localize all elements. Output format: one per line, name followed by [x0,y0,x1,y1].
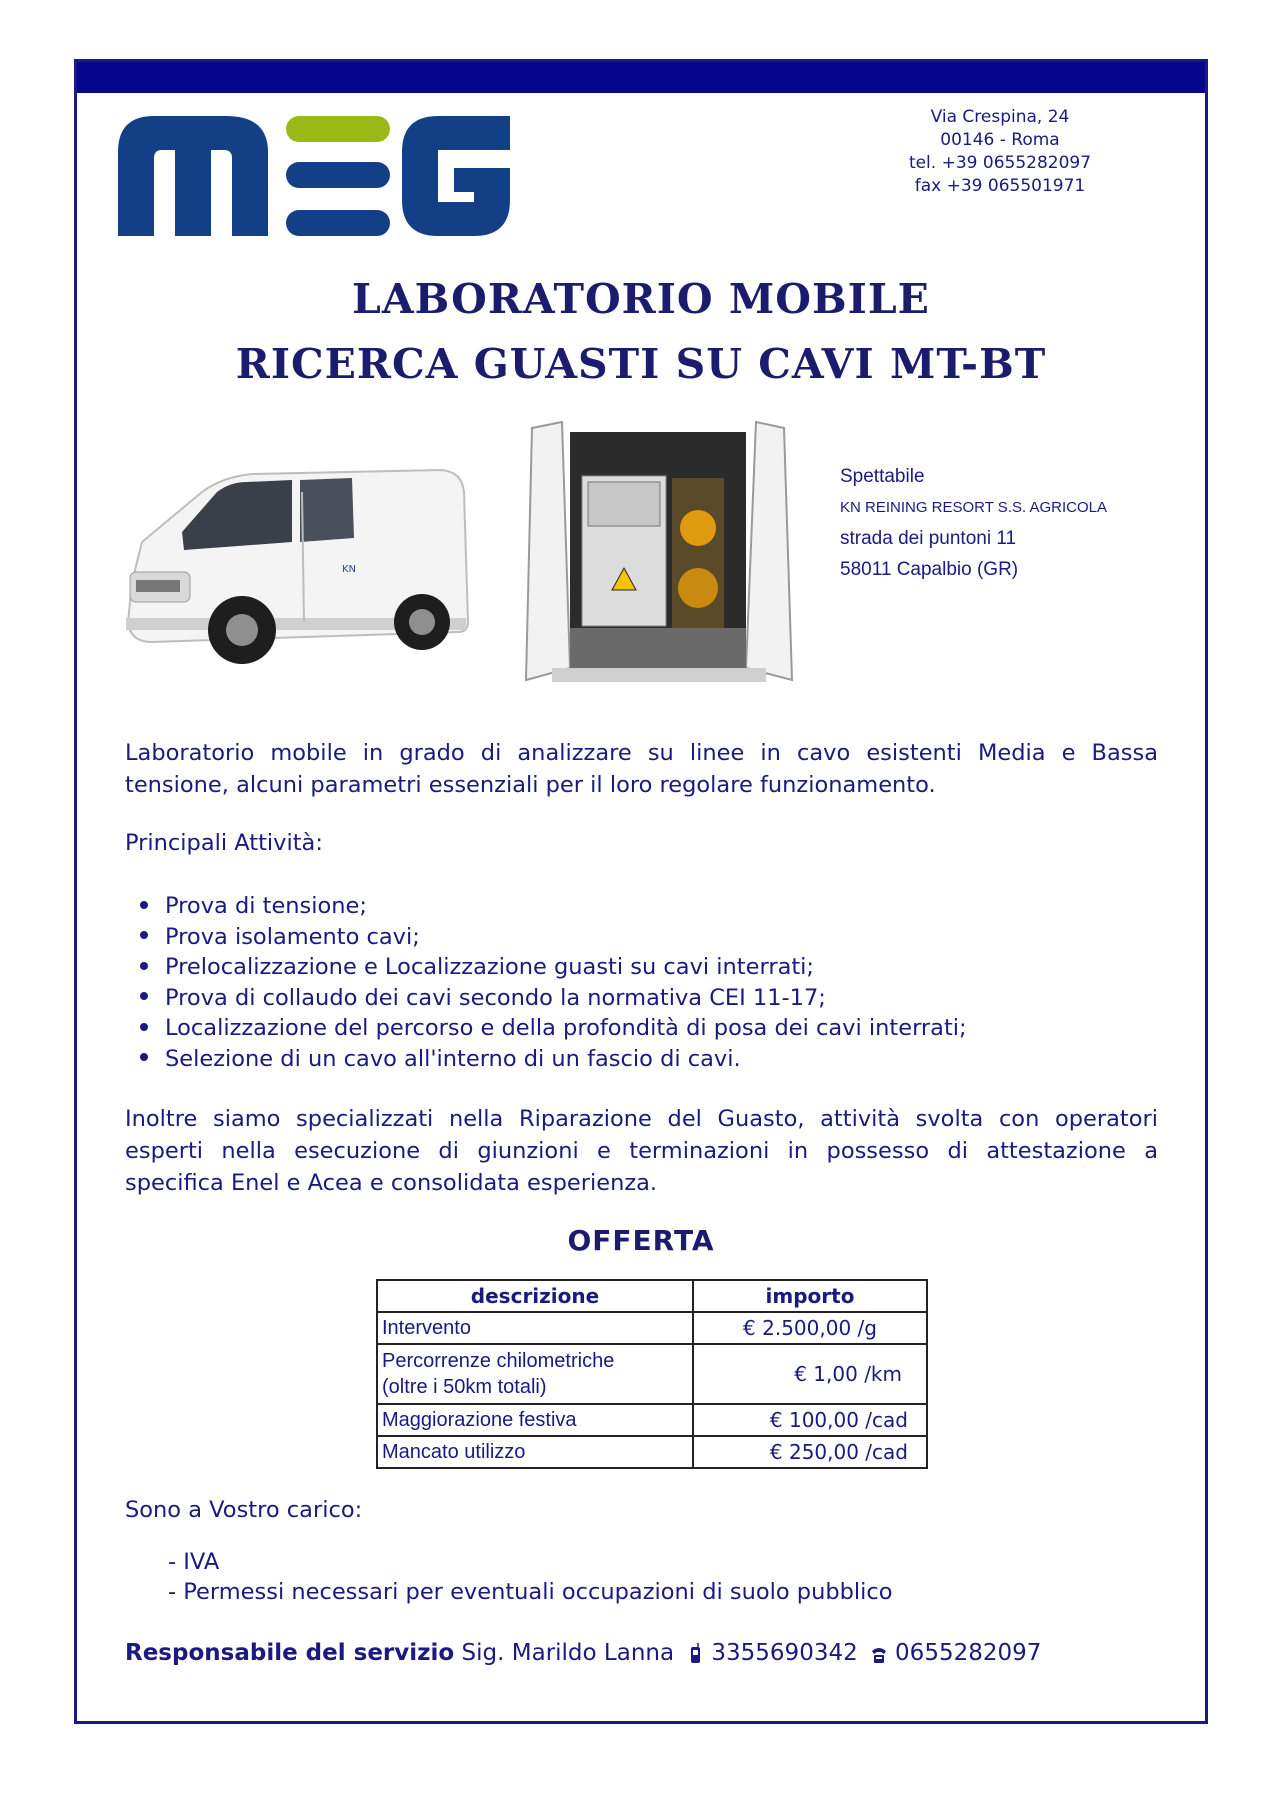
list-item: Prelocalizzazione e Localizzazione guasti su cavi interrati; [140,952,967,983]
van-exterior-photo [122,432,470,674]
intro-line-1: Laboratorio mobile in grado di analizzare su linee in cavo esistenti Media e Bassa [125,740,1158,766]
recipient-block [840,461,1107,585]
recipient-salutation: Spettabile [840,466,925,487]
column-header-description: descrizione [377,1280,693,1312]
responsible-phone: 0655282097 [895,1640,1042,1666]
list-item: - Permessi necessari per eventuali occupazioni di suolo pubblico [168,1579,893,1605]
bullet-icon [140,1053,148,1061]
responsible-mobile: 3355690342 [711,1640,858,1666]
list-item: Localizzazione del percorso e della profondità di posa dei cavi interrati; [140,1013,967,1044]
bullet-icon [140,901,148,909]
address-tel: tel. +39 0655282097 [908,153,1092,173]
charges-heading: Sono a Vostro carico: [125,1497,363,1523]
column-header-amount: importo [693,1280,927,1312]
row-amount: € 2.500,00 /g [693,1312,927,1344]
address-street: Via Crespina, 24 [930,107,1070,127]
activities-heading: Principali Attività: [125,830,323,856]
list-item: - IVA [168,1549,220,1575]
telephone-icon [871,1643,887,1665]
table-row [377,1344,927,1404]
address-fax: fax +39 065501971 [914,176,1086,196]
svg-text:KN: KN [342,564,357,575]
repair-line-1: Inoltre siamo specializzati nella Riparazione del Guasto, attività svolta con operatori [125,1106,1158,1132]
company-address [880,106,1120,198]
list-item: Prova isolamento cavi; [140,922,967,953]
address-city: 00146 - Roma [940,130,1060,150]
title-line-2: RICERCA GUASTI SU CAVI MT-BT [235,340,1047,388]
list-item: Selezione di un cavo all'interno di un fascio di cavi. [140,1044,967,1075]
repair-line-2: esperti nella esecuzione di giunzioni e terminazioni in possesso di attestazione a [125,1138,1158,1164]
meg-logo [118,112,510,236]
row-description: Mancato utilizzo [377,1436,693,1468]
repair-line-3: specifica Enel e Acea e consolidata esperienza. [125,1170,658,1196]
intro-paragraph [125,737,1158,801]
van-interior-photo [512,418,804,690]
recipient-city: 58011 Capalbio (GR) [840,559,1019,580]
offer-heading: OFFERTA [567,1224,715,1257]
table-row [377,1404,927,1436]
table-row [377,1312,927,1344]
responsible-name: Sig. Marildo Lanna [461,1640,675,1666]
recipient-company: KN REINING RESORT S.S. AGRICOLA [840,499,1108,516]
row-description: Intervento [377,1312,693,1344]
charges-list [168,1547,893,1607]
responsible-label: Responsabile del servizio [125,1640,455,1666]
table-row [377,1436,927,1468]
row-amount: € 250,00 /cad [693,1436,927,1468]
activities-list [140,891,967,1074]
title-line-1: LABORATORIO MOBILE [352,275,930,323]
repair-paragraph [125,1103,1158,1199]
row-description: Percorrenze chilometriche (oltre i 50km totali) [377,1344,693,1404]
recipient-street: strada dei puntoni 11 [840,528,1017,549]
row-amount: € 100,00 /cad [693,1404,927,1436]
bullet-icon [140,1023,148,1031]
offer-table [376,1279,928,1469]
bullet-icon [140,931,148,939]
bullet-icon [140,962,148,970]
table-header-row [377,1280,927,1312]
intro-line-2: tensione, alcuni parametri essenziali per il loro regolare funzionamento. [125,772,936,798]
row-amount: € 1,00 /km [693,1344,927,1404]
list-item: Prova di collaudo dei cavi secondo la normativa CEI 11-17; [140,983,967,1014]
mobile-phone-icon [687,1643,703,1665]
service-contact [125,1640,1041,1666]
row-description: Maggiorazione festiva [377,1404,693,1436]
bullet-icon [140,992,148,1000]
list-item: Prova di tensione; [140,891,967,922]
